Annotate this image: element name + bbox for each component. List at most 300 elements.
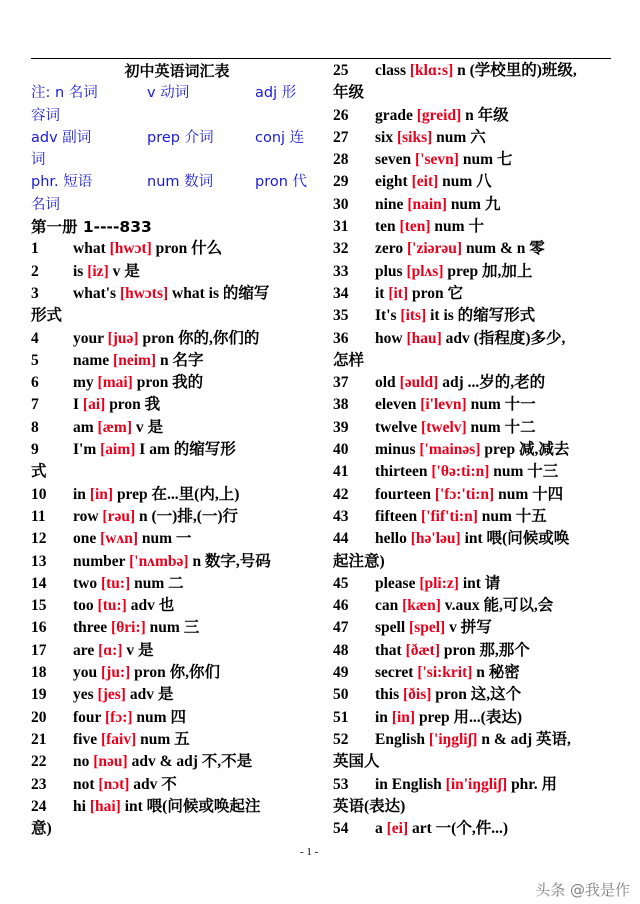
entry-word: are bbox=[73, 641, 95, 659]
entry-word: please bbox=[375, 574, 416, 592]
entry-word: spell bbox=[375, 619, 406, 637]
entry-definition: num 十三 bbox=[493, 463, 559, 481]
entry-phonetic: [aim] bbox=[100, 441, 136, 459]
word-entry bbox=[31, 439, 323, 461]
entry-definition: num 二 bbox=[134, 574, 184, 592]
word-entry bbox=[31, 707, 323, 729]
entry-definition: prep 减,减去 bbox=[484, 441, 570, 459]
watermark: 头条 @我是作 bbox=[535, 881, 630, 899]
entry-phonetic: ['fɔ:'ti:n] bbox=[434, 485, 495, 503]
word-entry bbox=[333, 617, 616, 639]
entry-phonetic: [spel] bbox=[409, 619, 446, 637]
left-word-list bbox=[31, 238, 323, 840]
entry-definition: n & adj 英语, bbox=[481, 730, 571, 748]
entry-number: 50 bbox=[333, 686, 349, 704]
entry-phonetic: [mai] bbox=[97, 374, 133, 392]
entry-phonetic: [tu:] bbox=[97, 597, 127, 615]
entry-word: old bbox=[375, 374, 396, 392]
entry-word: six bbox=[375, 128, 394, 146]
entry-phonetic: [θri:] bbox=[111, 619, 146, 637]
entry-phonetic: [ei] bbox=[386, 820, 409, 838]
entry-word: number bbox=[73, 552, 126, 570]
word-entry bbox=[333, 461, 616, 483]
right-word-list bbox=[333, 60, 616, 840]
entry-definition: v 是 bbox=[112, 262, 140, 280]
word-entry bbox=[31, 394, 323, 416]
entry-definition: num 四 bbox=[136, 708, 186, 726]
entry-phonetic: ['si:krit] bbox=[417, 664, 473, 682]
legend bbox=[31, 82, 323, 216]
entry-definition: int 喂(问候或唤 bbox=[464, 530, 570, 548]
entry-number: 15 bbox=[31, 597, 47, 615]
entry-word: eleven bbox=[375, 396, 417, 414]
entry-phonetic: [ai] bbox=[82, 396, 106, 414]
legend-row bbox=[31, 127, 323, 149]
entry-word: am bbox=[73, 418, 94, 436]
entry-word: minus bbox=[375, 441, 416, 459]
entry-number: 28 bbox=[333, 151, 349, 169]
entry-phonetic: [faiv] bbox=[100, 730, 137, 748]
word-entry bbox=[333, 261, 616, 283]
entry-word: what's bbox=[73, 284, 117, 302]
entry-number: 41 bbox=[333, 463, 349, 481]
entry-word: what bbox=[73, 240, 106, 258]
entry-phonetic: ['sevn] bbox=[415, 151, 459, 169]
entry-word: yes bbox=[73, 686, 94, 704]
entry-definition: pron 这,这个 bbox=[435, 686, 522, 704]
entry-number: 17 bbox=[31, 641, 47, 659]
entry-phonetic: [rəu] bbox=[102, 507, 136, 525]
entry-number: 37 bbox=[333, 374, 349, 392]
legend-item: pron 代 bbox=[255, 174, 308, 191]
entry-phonetic: [i'levn] bbox=[420, 396, 467, 414]
entry-phonetic: [hə'ləu] bbox=[410, 530, 461, 548]
legend-item: 名词 bbox=[31, 196, 60, 213]
entry-definition: v.aux 能,可以,会 bbox=[444, 597, 554, 615]
word-entry bbox=[31, 551, 323, 573]
entry-definition-continued: 英国人 bbox=[333, 753, 380, 771]
entry-phonetic: ['ziərəu] bbox=[406, 240, 463, 258]
word-entry bbox=[333, 528, 616, 550]
word-entry bbox=[31, 417, 323, 439]
entry-phonetic: [klɑ:s] bbox=[409, 62, 454, 79]
word-entry bbox=[31, 774, 323, 796]
entry-definition: n (学校里的)班级, bbox=[457, 62, 577, 79]
word-entry bbox=[333, 684, 616, 706]
word-entry bbox=[333, 818, 616, 840]
legend-item: v 动词 bbox=[147, 85, 190, 102]
entry-number: 34 bbox=[333, 284, 349, 302]
word-entry bbox=[333, 662, 616, 684]
entry-word: that bbox=[375, 641, 402, 659]
entry-phonetic: ['fif'ti:n] bbox=[421, 507, 478, 525]
entry-number: 1 bbox=[31, 240, 39, 258]
word-entry bbox=[31, 238, 323, 260]
word-entry bbox=[333, 372, 616, 394]
entry-word: is bbox=[73, 262, 84, 280]
entry-number: 9 bbox=[31, 441, 39, 459]
entry-definition: num 十五 bbox=[481, 507, 547, 525]
entry-definition: adj ...岁的,老的 bbox=[442, 374, 546, 392]
page-number: - 1 - bbox=[300, 846, 319, 858]
entry-word: plus bbox=[375, 262, 403, 280]
entry-phonetic: [ðæt] bbox=[405, 641, 441, 659]
entry-number: 19 bbox=[31, 686, 47, 704]
entry-phonetic: [ten] bbox=[399, 218, 431, 236]
entry-word: row bbox=[73, 507, 99, 525]
entry-phonetic: [hwɔt] bbox=[109, 240, 152, 258]
entry-word: English bbox=[375, 730, 425, 748]
entry-definition: num 十一 bbox=[470, 396, 536, 414]
entry-word: in bbox=[375, 708, 388, 726]
entry-definition: I am 的缩写形 bbox=[139, 441, 236, 459]
entry-definition: pron 你,你们 bbox=[134, 664, 220, 682]
entry-word: I'm bbox=[73, 441, 97, 459]
entry-definition: int 请 bbox=[462, 574, 501, 592]
entry-word: thirteen bbox=[375, 463, 428, 481]
entry-number: 21 bbox=[31, 730, 47, 748]
word-entry bbox=[31, 573, 323, 595]
entry-number: 32 bbox=[333, 240, 349, 258]
entry-definition: n 名字 bbox=[159, 351, 204, 369]
entry-number: 2 bbox=[31, 262, 39, 280]
entry-number: 7 bbox=[31, 396, 39, 414]
legend-row bbox=[31, 194, 323, 216]
entry-definition: num 八 bbox=[442, 173, 492, 191]
entry-number: 49 bbox=[333, 664, 349, 682]
word-entry bbox=[333, 729, 616, 751]
entry-phonetic: [ɑ:] bbox=[98, 641, 123, 659]
entry-number: 36 bbox=[333, 329, 349, 347]
word-entry bbox=[333, 171, 616, 193]
entry-phonetic: [jes] bbox=[97, 686, 126, 704]
entry-definition-continued: 怎样 bbox=[333, 351, 365, 369]
entry-phonetic: [kæn] bbox=[402, 597, 441, 615]
word-entry bbox=[333, 417, 616, 439]
legend-item: adv 副词 bbox=[31, 129, 92, 146]
word-entry bbox=[31, 595, 323, 617]
entry-number: 44 bbox=[333, 530, 349, 548]
entry-word: class bbox=[375, 62, 406, 79]
entry-number: 25 bbox=[333, 62, 349, 79]
entry-definition-continued: 英语(表达) bbox=[333, 797, 406, 815]
entry-definition: int 喂(问候或唤起注 bbox=[124, 797, 261, 815]
entry-definition: prep 用...(表达) bbox=[418, 708, 522, 726]
entry-number: 16 bbox=[31, 619, 47, 637]
entry-phonetic: [plʌs] bbox=[406, 262, 444, 280]
entry-definition: pron 我的 bbox=[136, 374, 204, 392]
legend-row bbox=[31, 82, 323, 104]
entry-phonetic: [it] bbox=[388, 284, 409, 302]
word-entry bbox=[333, 774, 616, 796]
word-entry bbox=[31, 528, 323, 550]
entry-definition: n 秘密 bbox=[476, 664, 520, 682]
entry-definition: adv 是 bbox=[129, 686, 174, 704]
entry-definition: adv 不 bbox=[133, 775, 177, 793]
word-entry bbox=[333, 506, 616, 528]
entry-word: too bbox=[73, 597, 94, 615]
right-column bbox=[333, 60, 616, 840]
entry-number: 43 bbox=[333, 507, 349, 525]
legend-item: phr. 短语 bbox=[31, 174, 93, 191]
entry-definition: pron 它 bbox=[412, 284, 463, 302]
word-entry bbox=[333, 60, 616, 82]
entry-definition: num 七 bbox=[462, 151, 513, 169]
entry-definition: pron 你的,你们的 bbox=[142, 329, 260, 347]
entry-word: eight bbox=[375, 173, 408, 191]
entry-number: 5 bbox=[31, 351, 39, 369]
entry-phonetic: [hwɔts] bbox=[119, 284, 169, 302]
entry-definition: prep 加,加上 bbox=[447, 262, 533, 280]
word-entry bbox=[31, 796, 323, 818]
entry-number: 22 bbox=[31, 753, 47, 771]
entry-number: 40 bbox=[333, 441, 349, 459]
word-entry bbox=[31, 283, 323, 305]
word-entry bbox=[31, 729, 323, 751]
entry-phonetic: [nɔt] bbox=[98, 775, 130, 793]
entry-word: this bbox=[375, 686, 400, 704]
entry-number: 26 bbox=[333, 106, 349, 124]
word-entry bbox=[31, 261, 323, 283]
entry-definition: art 一(个,件...) bbox=[412, 820, 509, 838]
legend-item: 容词 bbox=[31, 107, 60, 124]
legend-row bbox=[31, 171, 323, 193]
entry-word: five bbox=[73, 730, 98, 748]
entry-phonetic: [ju:] bbox=[101, 664, 131, 682]
entry-number: 35 bbox=[333, 307, 349, 325]
word-entry bbox=[333, 216, 616, 238]
legend-item: conj 连 bbox=[255, 129, 305, 146]
entry-definition: n 数字,号码 bbox=[192, 552, 271, 570]
legend-row bbox=[31, 105, 323, 127]
entry-number: 52 bbox=[333, 730, 349, 748]
entry-word: four bbox=[73, 708, 102, 726]
legend-item: 词 bbox=[31, 152, 46, 169]
entry-number: 27 bbox=[333, 128, 349, 146]
entry-number: 42 bbox=[333, 485, 349, 503]
entry-phonetic: [hau] bbox=[406, 329, 442, 347]
entry-definition: num 三 bbox=[149, 619, 200, 637]
legend-item: num 数词 bbox=[147, 174, 214, 191]
entry-definition: num 六 bbox=[436, 128, 486, 146]
entry-word: my bbox=[73, 374, 94, 392]
entry-number: 4 bbox=[31, 329, 39, 347]
entry-phonetic: ['mainəs] bbox=[419, 441, 481, 459]
entry-number: 29 bbox=[333, 173, 349, 191]
entry-word: It's bbox=[375, 307, 397, 325]
entry-number: 53 bbox=[333, 775, 349, 793]
entry-phonetic: [nain] bbox=[407, 195, 447, 213]
entry-definition: v 是 bbox=[135, 418, 163, 436]
entry-definition: v 是 bbox=[126, 641, 154, 659]
page-title: 初中英语词汇表 bbox=[124, 62, 230, 80]
entry-definition-continued: 式 bbox=[31, 463, 47, 481]
entry-number: 39 bbox=[333, 418, 349, 436]
word-entry bbox=[31, 372, 323, 394]
entry-number: 45 bbox=[333, 574, 349, 592]
entry-phonetic: [wʌn] bbox=[100, 530, 139, 548]
word-entry bbox=[333, 394, 616, 416]
entry-number: 54 bbox=[333, 820, 349, 838]
word-entry bbox=[31, 684, 323, 706]
entry-phonetic: [neim] bbox=[113, 351, 157, 369]
entry-phonetic: [hai] bbox=[89, 797, 121, 815]
top-rule bbox=[31, 58, 611, 59]
entry-number: 38 bbox=[333, 396, 349, 414]
entry-word: not bbox=[73, 775, 95, 793]
entry-word: hello bbox=[375, 530, 407, 548]
entry-word: three bbox=[73, 619, 108, 637]
entry-word: in English bbox=[375, 775, 442, 793]
word-entry bbox=[333, 707, 616, 729]
entry-phonetic: [greid] bbox=[416, 106, 462, 124]
entry-phonetic: [in'iŋgliʃ] bbox=[445, 775, 508, 793]
entry-phonetic: ['nʌmbə] bbox=[129, 552, 189, 570]
entry-phonetic: ['θə:ti:n] bbox=[431, 463, 490, 481]
entry-definition-continued: 起注意) bbox=[333, 552, 385, 570]
entry-definition: n (一)排,(一)行 bbox=[139, 507, 239, 525]
entry-word: secret bbox=[375, 664, 414, 682]
entry-phonetic: [pli:z] bbox=[419, 574, 459, 592]
word-entry bbox=[333, 283, 616, 305]
entry-word: no bbox=[73, 753, 90, 771]
entry-word: name bbox=[73, 351, 110, 369]
entry-word: can bbox=[375, 597, 399, 615]
entry-definition: adv (指程度)多少, bbox=[445, 329, 566, 347]
entry-definition: num 五 bbox=[140, 730, 190, 748]
entry-number: 23 bbox=[31, 775, 47, 793]
entry-definition: it is 的缩写形式 bbox=[430, 307, 536, 325]
entry-number: 31 bbox=[333, 218, 349, 236]
entry-number: 6 bbox=[31, 374, 39, 392]
entry-definition: num 十四 bbox=[498, 485, 564, 503]
entry-number: 47 bbox=[333, 619, 349, 637]
word-entry bbox=[31, 350, 323, 372]
word-entry bbox=[31, 640, 323, 662]
word-entry bbox=[31, 617, 323, 639]
entry-word: fourteen bbox=[375, 485, 431, 503]
entry-definition: num 十二 bbox=[470, 418, 536, 436]
book-range: 第一册 1----833 bbox=[31, 218, 152, 237]
entry-definition: num 九 bbox=[450, 195, 501, 213]
entry-definition: num 一 bbox=[141, 530, 192, 548]
entry-definition: prep 在...里(内,上) bbox=[116, 485, 240, 503]
word-entry bbox=[31, 662, 323, 684]
word-entry bbox=[333, 149, 616, 171]
entry-number: 48 bbox=[333, 641, 349, 659]
entry-phonetic: [iz] bbox=[87, 262, 109, 280]
legend-item: adj 形 bbox=[255, 85, 297, 102]
entry-word: nine bbox=[375, 195, 404, 213]
entry-phonetic: [fɔ:] bbox=[105, 708, 133, 726]
entry-word: two bbox=[73, 574, 98, 592]
entry-phonetic: [əuld] bbox=[399, 374, 439, 392]
word-entry bbox=[333, 305, 616, 327]
entry-number: 13 bbox=[31, 552, 47, 570]
entry-word: seven bbox=[375, 151, 412, 169]
word-entry bbox=[333, 194, 616, 216]
entry-number: 12 bbox=[31, 530, 47, 548]
entry-number: 10 bbox=[31, 485, 47, 503]
left-column bbox=[31, 60, 323, 840]
entry-number: 46 bbox=[333, 597, 349, 615]
entry-number: 14 bbox=[31, 574, 47, 592]
entry-word: hi bbox=[73, 797, 86, 815]
entry-definition-continued: 年级 bbox=[333, 84, 365, 102]
entry-phonetic: [eit] bbox=[411, 173, 439, 191]
word-entry bbox=[31, 506, 323, 528]
word-entry bbox=[333, 439, 616, 461]
entry-phonetic: [in] bbox=[89, 485, 114, 503]
entry-phonetic: [in] bbox=[391, 708, 416, 726]
word-entry bbox=[31, 484, 323, 506]
entry-word: grade bbox=[375, 106, 413, 124]
entry-number: 8 bbox=[31, 418, 39, 436]
entry-word: in bbox=[73, 485, 86, 503]
entry-number: 30 bbox=[333, 195, 349, 213]
entry-phonetic: [juə] bbox=[107, 329, 139, 347]
legend-row bbox=[31, 149, 323, 171]
entry-word: how bbox=[375, 329, 403, 347]
word-entry bbox=[333, 127, 616, 149]
legend-item: 注: n 名词 bbox=[31, 85, 98, 102]
entry-word: I bbox=[73, 396, 80, 414]
entry-number: 51 bbox=[333, 708, 349, 726]
word-entry bbox=[333, 573, 616, 595]
entry-phonetic: [æm] bbox=[97, 418, 132, 436]
legend-item: prep 介词 bbox=[147, 129, 214, 146]
word-entry bbox=[31, 751, 323, 773]
entry-phonetic: ['iŋgliʃ] bbox=[428, 730, 478, 748]
entry-word: it bbox=[375, 284, 385, 302]
entry-definition: adv 也 bbox=[130, 597, 175, 615]
entry-word: ten bbox=[375, 218, 396, 236]
word-entry bbox=[333, 640, 616, 662]
entry-phonetic: [twelv] bbox=[421, 418, 467, 436]
entry-definition: adv & adj 不,不是 bbox=[131, 753, 253, 771]
entry-definition: num 十 bbox=[434, 218, 484, 236]
entry-number: 18 bbox=[31, 664, 47, 682]
word-entry bbox=[333, 238, 616, 260]
entry-number: 24 bbox=[31, 797, 47, 815]
entry-definition: n 年级 bbox=[465, 106, 509, 124]
entry-definition: pron 什么 bbox=[155, 240, 223, 258]
entry-definition: phr. 用 bbox=[511, 775, 558, 793]
entry-definition: pron 我 bbox=[109, 396, 161, 414]
entry-word: twelve bbox=[375, 418, 418, 436]
entry-definition-continued: 意) bbox=[31, 820, 52, 838]
word-entry bbox=[333, 328, 616, 350]
entry-definition: pron 那,那个 bbox=[443, 641, 530, 659]
entry-phonetic: [its] bbox=[400, 307, 427, 325]
entry-phonetic: [ðis] bbox=[403, 686, 432, 704]
entry-word: fifteen bbox=[375, 507, 418, 525]
entry-phonetic: [nəu] bbox=[93, 753, 128, 771]
entry-definition: num & n 零 bbox=[465, 240, 545, 258]
entry-number: 20 bbox=[31, 708, 47, 726]
word-entry bbox=[333, 595, 616, 617]
entry-word: one bbox=[73, 530, 97, 548]
entry-number: 3 bbox=[31, 284, 39, 302]
word-entry bbox=[333, 484, 616, 506]
entry-number: 11 bbox=[31, 507, 46, 525]
entry-word: zero bbox=[375, 240, 404, 258]
word-entry bbox=[31, 328, 323, 350]
entry-definition: v 拼写 bbox=[449, 619, 492, 637]
entry-number: 33 bbox=[333, 262, 349, 280]
entry-word: a bbox=[375, 820, 383, 838]
entry-phonetic: [tu:] bbox=[100, 574, 131, 592]
